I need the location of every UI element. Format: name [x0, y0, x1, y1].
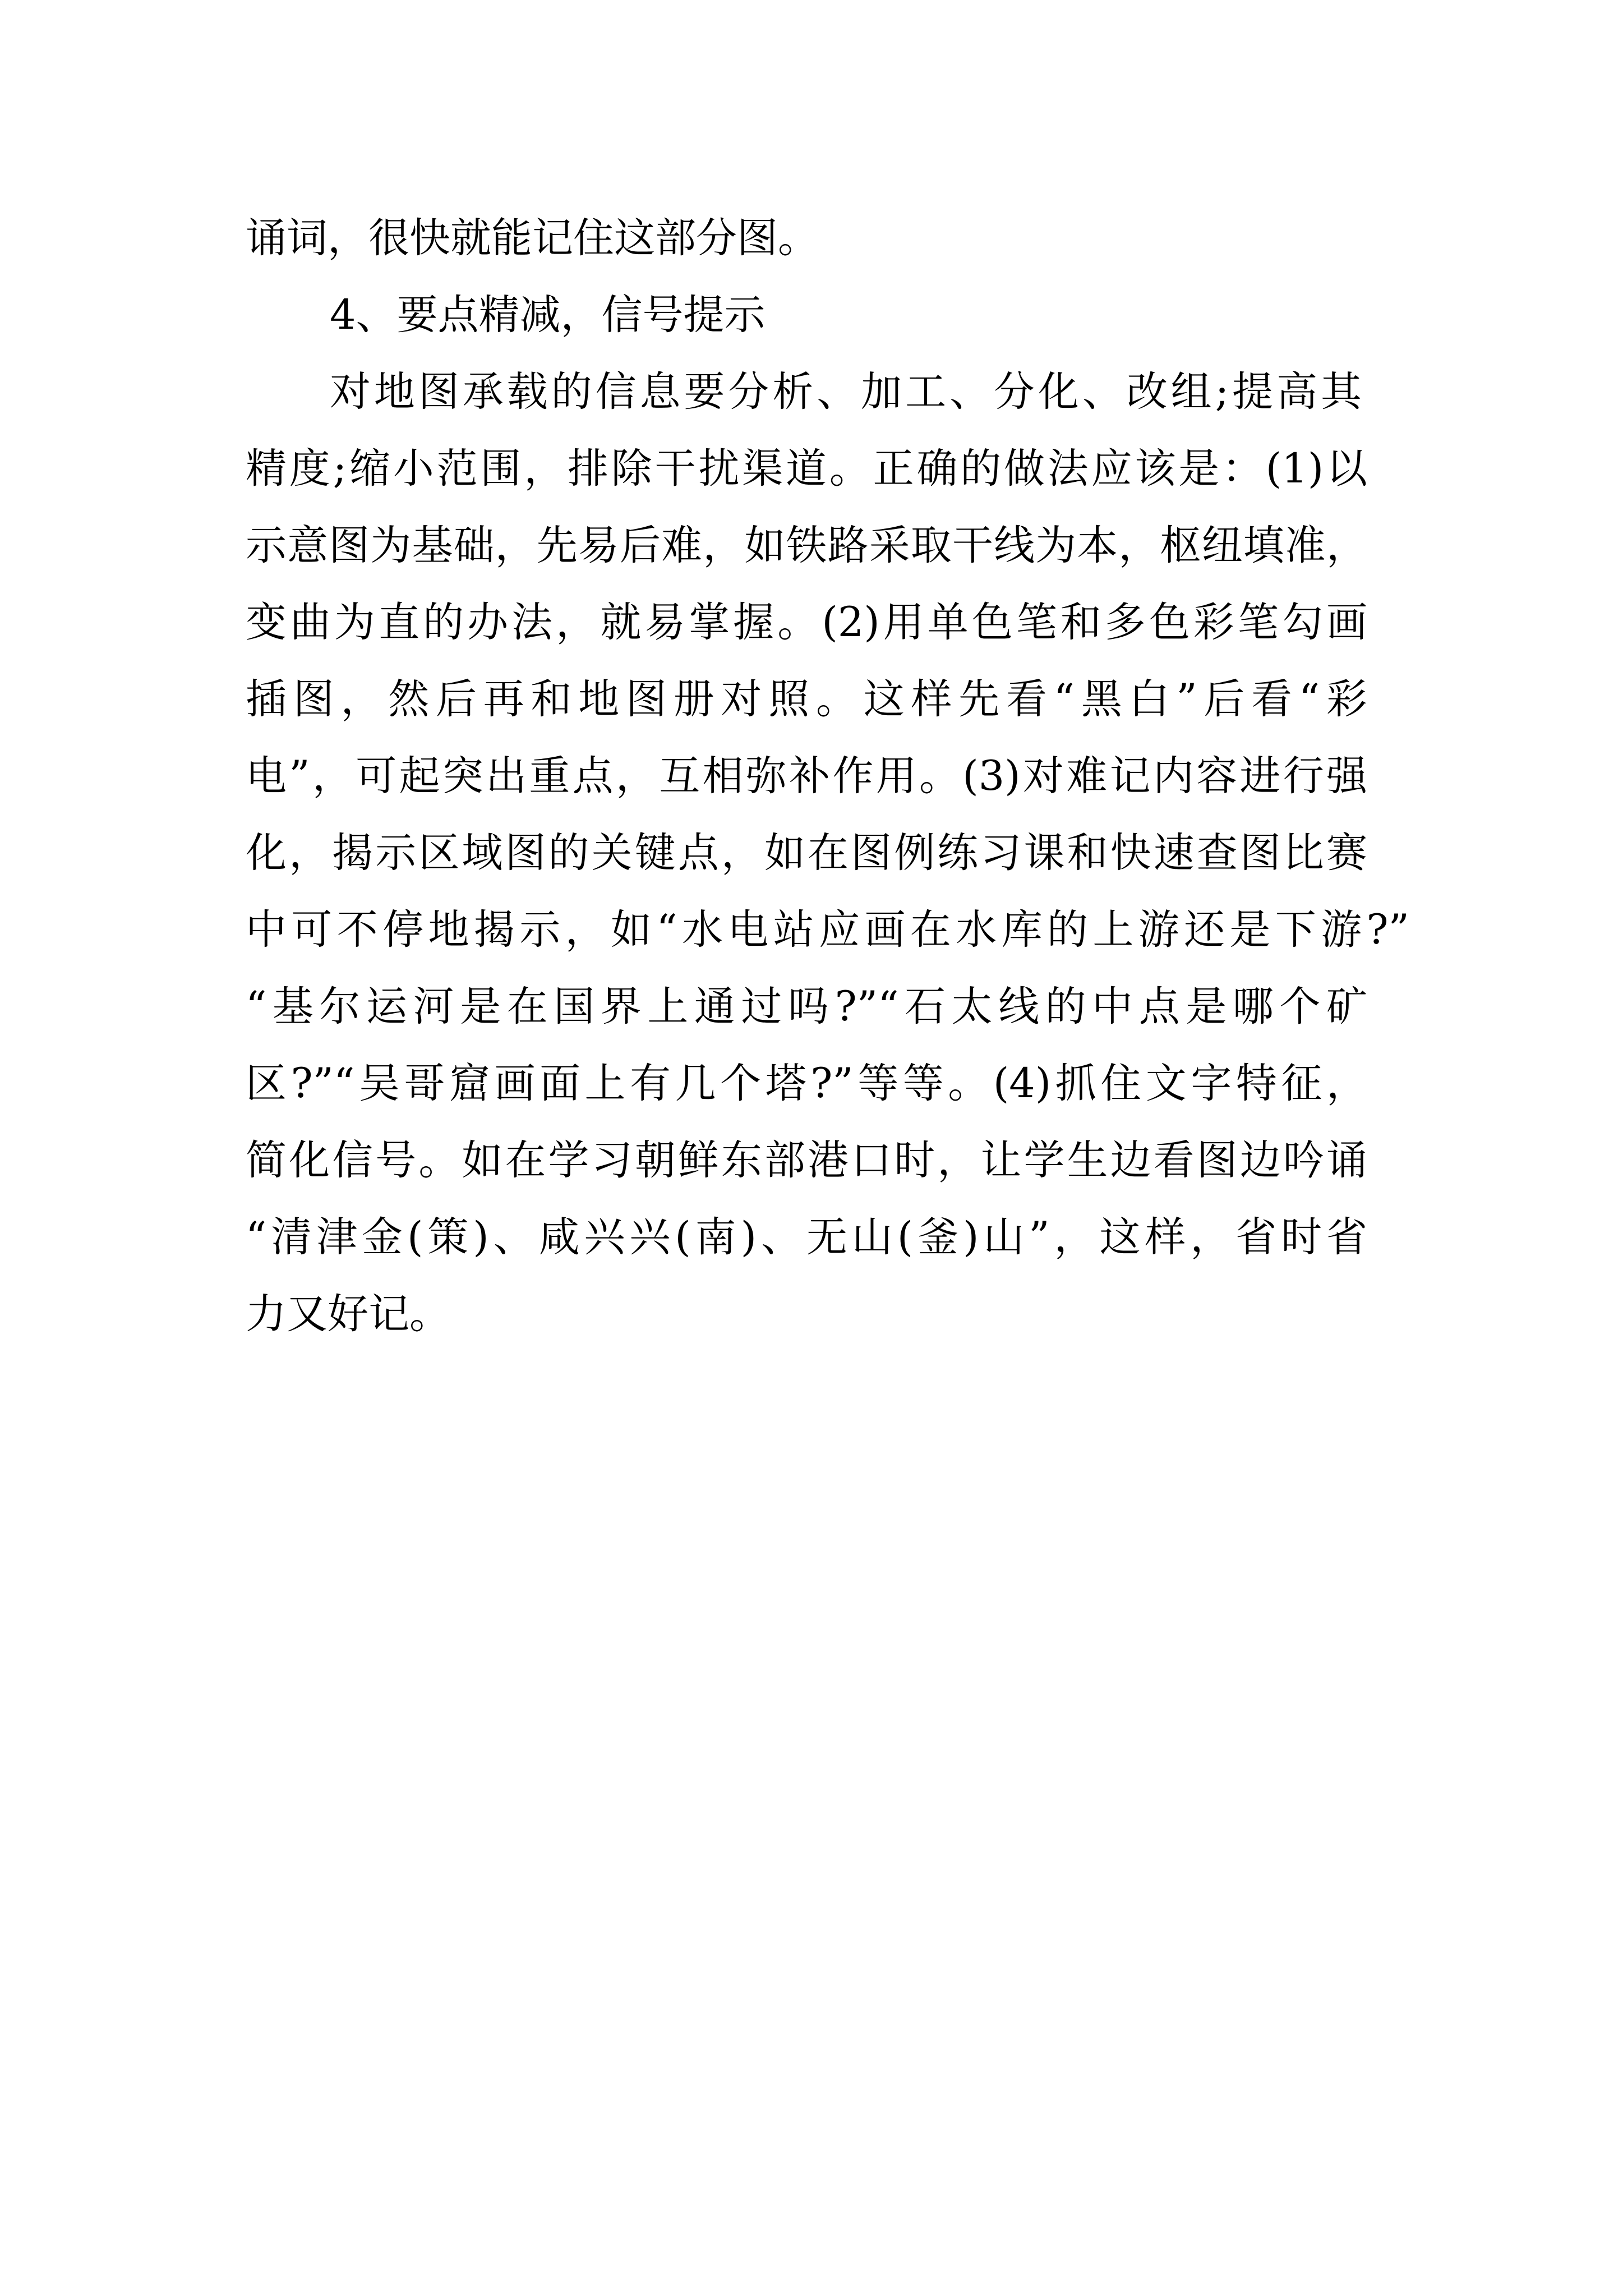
document-body — [246, 200, 1423, 1352]
text-line: 对地图承载的信息要分析、加工、分化、改组;提高其 — [330, 368, 1362, 416]
text-line: 诵词，很快就能记住这部分图。 — [246, 214, 819, 262]
text-line: 变曲为直的办法，就易掌握。(2)用单色笔和多色彩笔勾画 — [246, 599, 1367, 646]
text-line: 力又好记。 — [246, 1290, 450, 1338]
section-heading — [246, 277, 1423, 353]
text-line: 示意图为基础，先易后难，如铁路采取干线为本，枢纽填准， — [246, 522, 1367, 569]
text-line: “清津金(策)、咸兴兴(南)、无山(釜)山”，这样，省时省 — [246, 1213, 1367, 1261]
text-line: 精度;缩小范围，排除干扰渠道。正确的做法应该是：(1)以 — [246, 445, 1367, 493]
heading-text: 4、要点精减，信号提示 — [330, 291, 766, 339]
text-line: 中可不停地揭示，如“水电站应画在水库的上游还是下游?” — [246, 906, 1409, 954]
text-line: “基尔运河是在国界上通过吗?”“石太线的中点是哪个矿 — [246, 983, 1367, 1030]
text-line: 化，揭示区域图的关键点，如在图例练习课和快速查图比赛 — [246, 829, 1367, 877]
paragraph-body — [246, 353, 1423, 1352]
paragraph-continuation — [246, 200, 1423, 277]
text-line: 区?”“吴哥窟画面上有几个塔?”等等。(4)抓住文字特征， — [246, 1060, 1367, 1107]
text-line: 简化信号。如在学习朝鲜东部港口时，让学生边看图边吟诵 — [246, 1137, 1367, 1184]
text-line: 电”，可起突出重点，互相弥补作用。(3)对难记内容进行强 — [246, 752, 1367, 800]
text-line: 插图，然后再和地图册对照。这样先看“黑白”后看“彩 — [246, 675, 1367, 723]
